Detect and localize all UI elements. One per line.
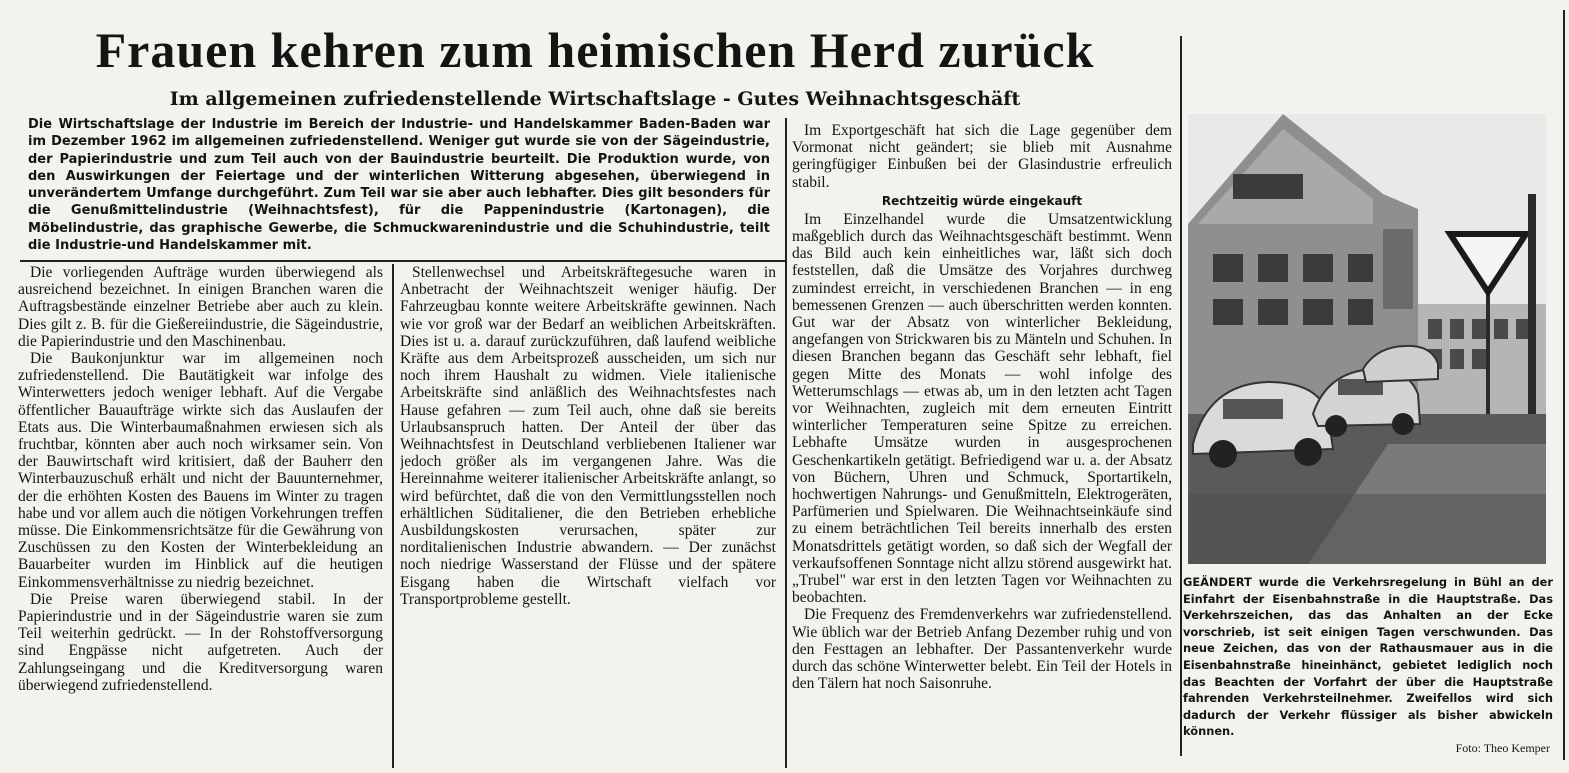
caption-text (1183, 574, 1553, 740)
paragraph: Die Frequenz des Fremdenverkehrs war zufriedenstellend. Wie üblich war der Betrieb Anfang Dezember ruhig und von den Festtagen an lebhafter. Der Passantenverkehr wurde durch das schöne Winterwetter belebt. Ein Teil der Hotels in den Tälern hat noch Saisonruhe. (792, 606, 1172, 693)
photo-illustration (1188, 114, 1546, 564)
lead-text: Die Wirtschaftslage der Industrie im Bereich der Industrie- und Handelskammer Baden-Baden war im Dezember 1962 im allgemeinen zufriedenstellend. Weniger gut wurde sie von der Sägeindustrie, der Papierindustrie und zum Teil auch von der Bauindustrie beurteilt. Die Produktion wurde, von den Auswirkungen der Feiertage und der winterlichen Witterung abgesehen, überwiegend in unverändertem Umfange durchgeführt. Zum Teil war sie aber auch lebhafter. Dies gilt besonders für die Genußmittelindustrie (Weihnachtsfest), für die Pappenindustrie (Kartonagen), die Möbelindustrie, das graphische Gewerbe, die Schmuckwarenindustrie und die Schuhindustrie, teilt die Industrie-und Handelskammer mit. (28, 117, 770, 254)
column-rule-lead (785, 118, 787, 768)
page-edge-rule (1563, 10, 1565, 760)
caption-lead: GEÄNDERT (1183, 575, 1252, 589)
headline: Frauen kehren zum heimischen Herd zurück (95, 22, 1095, 78)
photo-credit: Foto: Theo Kemper (1455, 741, 1550, 755)
column-2 (400, 264, 776, 664)
column-rule-main (1180, 36, 1182, 756)
paragraph: Die vorliegenden Aufträge wurden überwiegend als ausreichend bezeichnet. In einigen Branchen waren die Auftragsbestände einzelner Betriebe aber auch zu klein. Dies gilt z. B. für die Gießereiindustrie, die Sägeindustrie, die Papierindustrie und den Maschinenbau. (18, 264, 383, 350)
paragraph: Stellenwechsel und Arbeitskräftegesuche waren in Anbetracht der Weihnachtszeit weniger häufig. Der Fahrzeugbau konnte weitere Arbeitskräfte gewinnen. Nach wie vor groß war der Bedarf an weiblichen Arbeitskräften. Dies ist u. a. darauf zurückzuführen, daß laufend weibliche Kräfte aus dem Arbeitsprozeß ausscheiden, um sich nur noch ihrem Haushalt zu widmen. Viele italienische Arbeitskräfte sind anläßlich des Weihnachtsfestes nach Hause gefahren — zum Teil auch, ohne daß sie bereits Urlaubsanspruch hatten. Der Anteil der über das Weihnachtsfest in Deutschland verbliebenen Italiener war jedoch größer als im vergangenen Jahre. Was die Hereinnahme weiterer italienischer Arbeitskräfte anlangt, so wird befürchtet, daß die von den Vermittlungsstellen noch erhältlichen Süditaliener, die den Betrieben erhebliche Ausbildungskosten verursachen, später zur norditalienischen Industrie abwandern. — Der zunächst noch niedrige Wasserstand der Flüsse und der spätere Eisgang haben die Wirtschaft vielfach vor Transportprobleme gestellt. (400, 264, 776, 608)
subheadline: Im allgemeinen zufriedenstellende Wirtschaftslage - Gutes Weihnachtsgeschäft (169, 88, 1021, 110)
paragraph: Im Exportgeschäft hat sich die Lage gegenüber dem Vormonat nicht geändert; sie blieb mit Ausnahme geringfügiger Einbußen bei der Glasindustrie erfreulich stabil. (792, 122, 1172, 191)
section-subtitle: Rechtzeitig würde eingekauft (881, 193, 1083, 208)
paragraph: Die Baukonjunktur war im allgemeinen noch zufriedenstellend. Die Bautätigkeit war infolge des Winterwetters jedoch weniger lebhaft. Auf die Vergabe öffentlicher Bauaufträge wirkte sich das Auslaufen der Etats aus. Die Winterbaumaßnahmen erwiesen sich als fruchtbar, könnten aber auch noch wirksamer sein. Von der Bauwirtschaft wird kritisiert, daß der Bauherr den Winterbauzuschuß erhält und nicht der Bauunternehmer, der die erhöhten Kosten des Bauens im Winter zu tragen habe und vor allem auch die nötigen Vorkehrungen treffen müsse. Die Einkommensrichtsätze für die Gewährung von Zuschüssen zu den Kosten der Winterbekleidung an Bauarbeiter wurden im Hinblick auf die heutigen Einkommensverhältnisse zu niedrig bezeichnet. (18, 350, 383, 591)
lead-rule (20, 260, 785, 262)
paragraph: Im Einzelhandel wurde die Umsatzentwicklung maßgeblich durch das Weihnachtsgeschäft bestimmt. Wenn das Bild auch kein einheitliches war, läßt sich doch feststellen, daß die Umsätze des Vorjahres durchweg zumindest erreicht, in verschiedenen Branchen — in eng bemessenen Grenzen — auch überschritten werden konnten. Gut war der Absatz von winterlicher Bekleidung, angefangen von Strickwaren bis zu Mänteln und Schuhen. In diesen Branchen begann das Geschäft sehr lebhaft, fiel gegen Mitte des Monats — wohl infolge des Wetterumschlags — etwas ab, um in den letzten acht Tagen vor Weihnachten, zugleich mit dem erneuten Eintritt winterlicher Temperaturen seine Spitze zu erreichen. Lebhafte Umsätze wurden in ausgesprochenen Geschenkartikeln getätigt. Befriedigend war u. a. der Absatz von Büchern, Uhren und Schmuck, Sportartikeln, hochwertigen Nahrungs- und Genußmitteln, Elektrogeräten, Parfümerien und Spielwaren. Die Weihnachtseinkäufe sind zu einem beträchtlichen Teil bereits innerhalb des ersten Monatsdrittels getätigt worden, so daß sich der Wegfall der verkaufsoffenen Sonntage nicht allzu störend ausgewirkt hat. „Trubel" war erst in den letzten Tagen vor Weihnachten zu beobachten. (792, 210, 1172, 607)
column-rule-left (392, 264, 394, 768)
caption-body: wurde die Verkehrsregelung in Bühl an der Einfahrt der Eisenbahnstraße in die Hauptstraße. Das Verkehrszeichen, das das Anhalten an der Ecke vorschrieb, ist seit einigen Tagen verschwunden. Das neue Zeichen, das von der Rathausmauer aus in die Eisenbahnstraße hineinhänct, gebietet lediglich noch das Beachten der Vorfahrt der über die Hauptstraße fahrenden Verkehrsteilnehmer. Zweifellos wird sich dadurch der Verkehr flüssiger als bisher abwickeln können. (1183, 575, 1553, 739)
lead-paragraph (28, 116, 770, 256)
column-1 (18, 264, 383, 754)
photo-street-scene (1188, 114, 1546, 564)
photo-caption (1183, 574, 1553, 750)
paragraph: Die Preise waren überwiegend stabil. In der Papierindustrie und in der Sägeindustrie waren sie zum Teil weiterhin gedrückt. — In der Rohstoffversorgung sind Engpässe nicht aufgetreten. Auch der Zahlungseingang und die Kreditversorgung waren überwiegend zufriedenstellend. (18, 590, 383, 694)
column-3 (792, 122, 1172, 754)
